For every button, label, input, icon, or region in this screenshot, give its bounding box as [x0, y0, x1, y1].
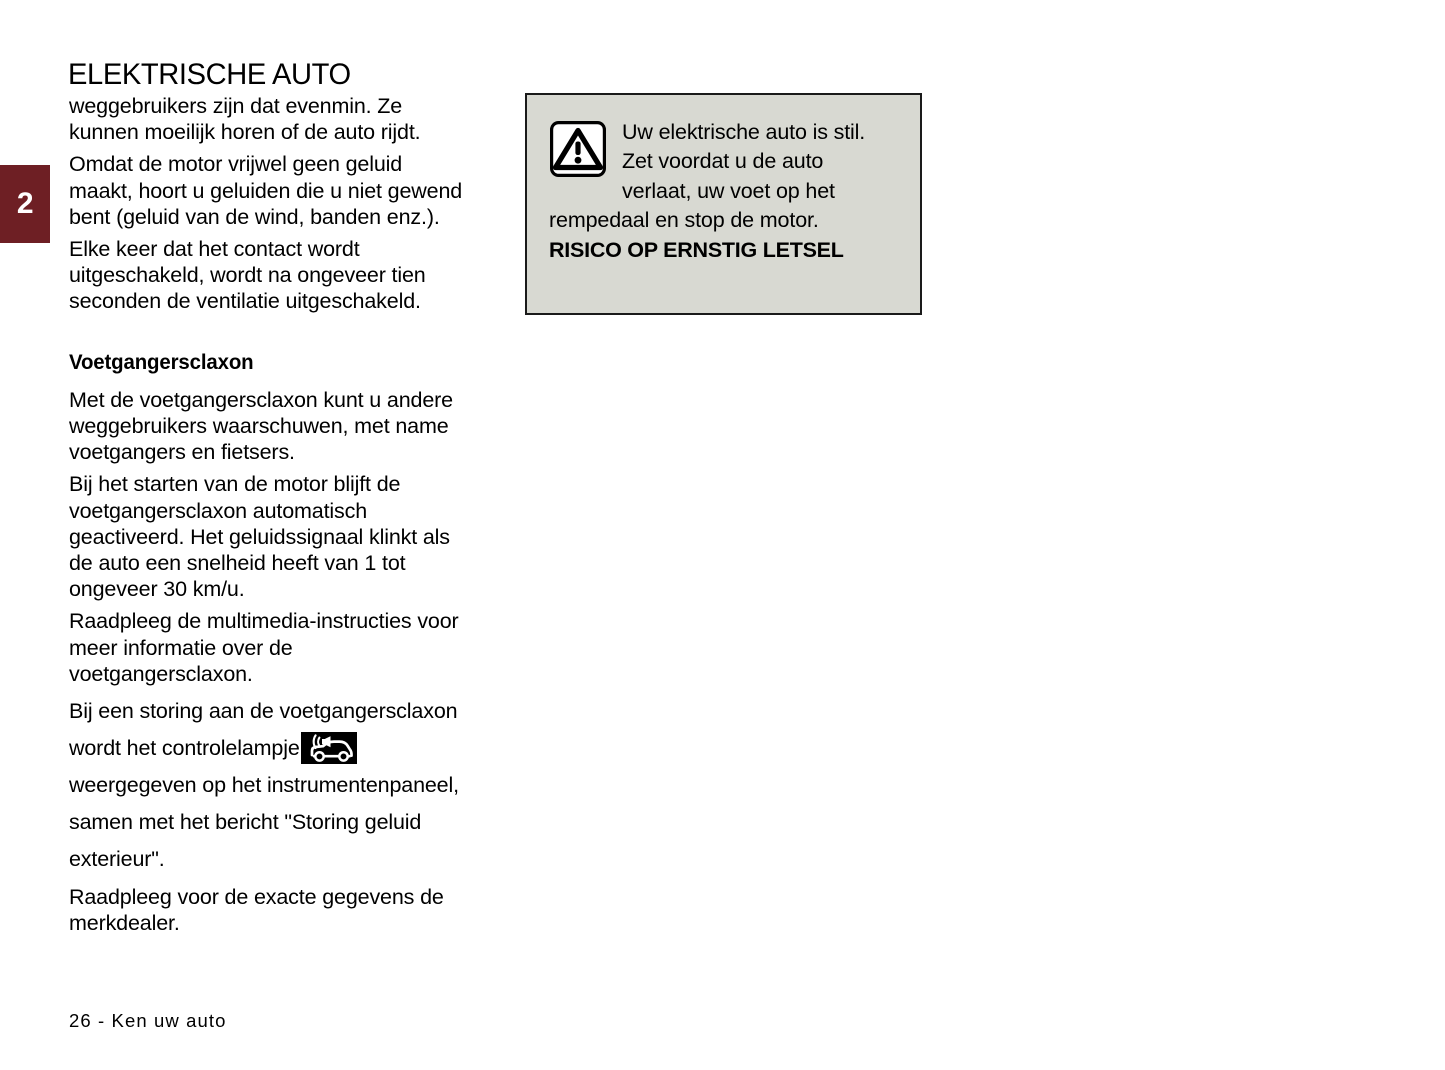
warning-text: Uw elektrische auto is stil. Zet voordat u de auto verlaat, uw voet op het rempedaal en stop de motor.: [549, 120, 866, 233]
section-heading-pedestrian-horn: Voetgangersclaxon: [69, 349, 254, 374]
paragraph-intro-2: Omdat de motor vrijwel geen geluid maakt, hoort u geluiden die u niet gewend bent (geluid van de wind, banden enz.).: [69, 152, 463, 229]
paragraph-horn-3: Raadpleeg de multimedia-instructies voor meer informatie over de voetgangersclaxon.: [69, 609, 459, 686]
paragraph-intro-1: weggebruikers zijn dat evenmin. Ze kunnen moeilijk horen of de auto rijdt.: [69, 94, 421, 145]
page-footer: 26 - Ken uw auto: [69, 1010, 227, 1031]
paragraph-intro-3: Elke keer dat het contact wordt uitgeschakeld, wordt na ongeveer tien seconden de ventilatie uitgeschakeld.: [69, 237, 426, 314]
warning-emphasis: RISICO OP ERNSTIG LETSEL: [549, 237, 844, 262]
paragraph-horn-1: Met de voetgangersclaxon kunt u andere weggebruikers waarschuwen, met name voetgangers en fietsers.: [69, 387, 453, 465]
chapter-tab: 2: [0, 165, 50, 243]
malfunction-text-before-icon: Bij een storing aan de voetgangersclaxon wordt het controlelampje: [69, 699, 458, 761]
paragraph-malfunction: [69, 693, 471, 878]
paragraph-dealer: Raadpleeg voor de exacte gegevens de merkdealer.: [69, 885, 444, 936]
page-title: ELEKTRISCHE AUTO: [68, 58, 351, 92]
warning-triangle-icon: [550, 121, 606, 177]
left-text-column: [69, 93, 471, 942]
warning-box: [525, 93, 922, 315]
pedestrian-horn-warning-icon: [301, 732, 357, 764]
paragraph-horn-2: Bij het starten van de motor blijft de voetgangersclaxon automatisch geactiveerd. Het geluidssignaal klinkt als de auto een snelheid heeft van 1 tot ongeveer 30 km/u.: [69, 472, 450, 602]
malfunction-text-after-icon: weergegeven op het instrumentenpaneel, samen met het bericht "Storing geluid exterieur".: [69, 773, 459, 872]
